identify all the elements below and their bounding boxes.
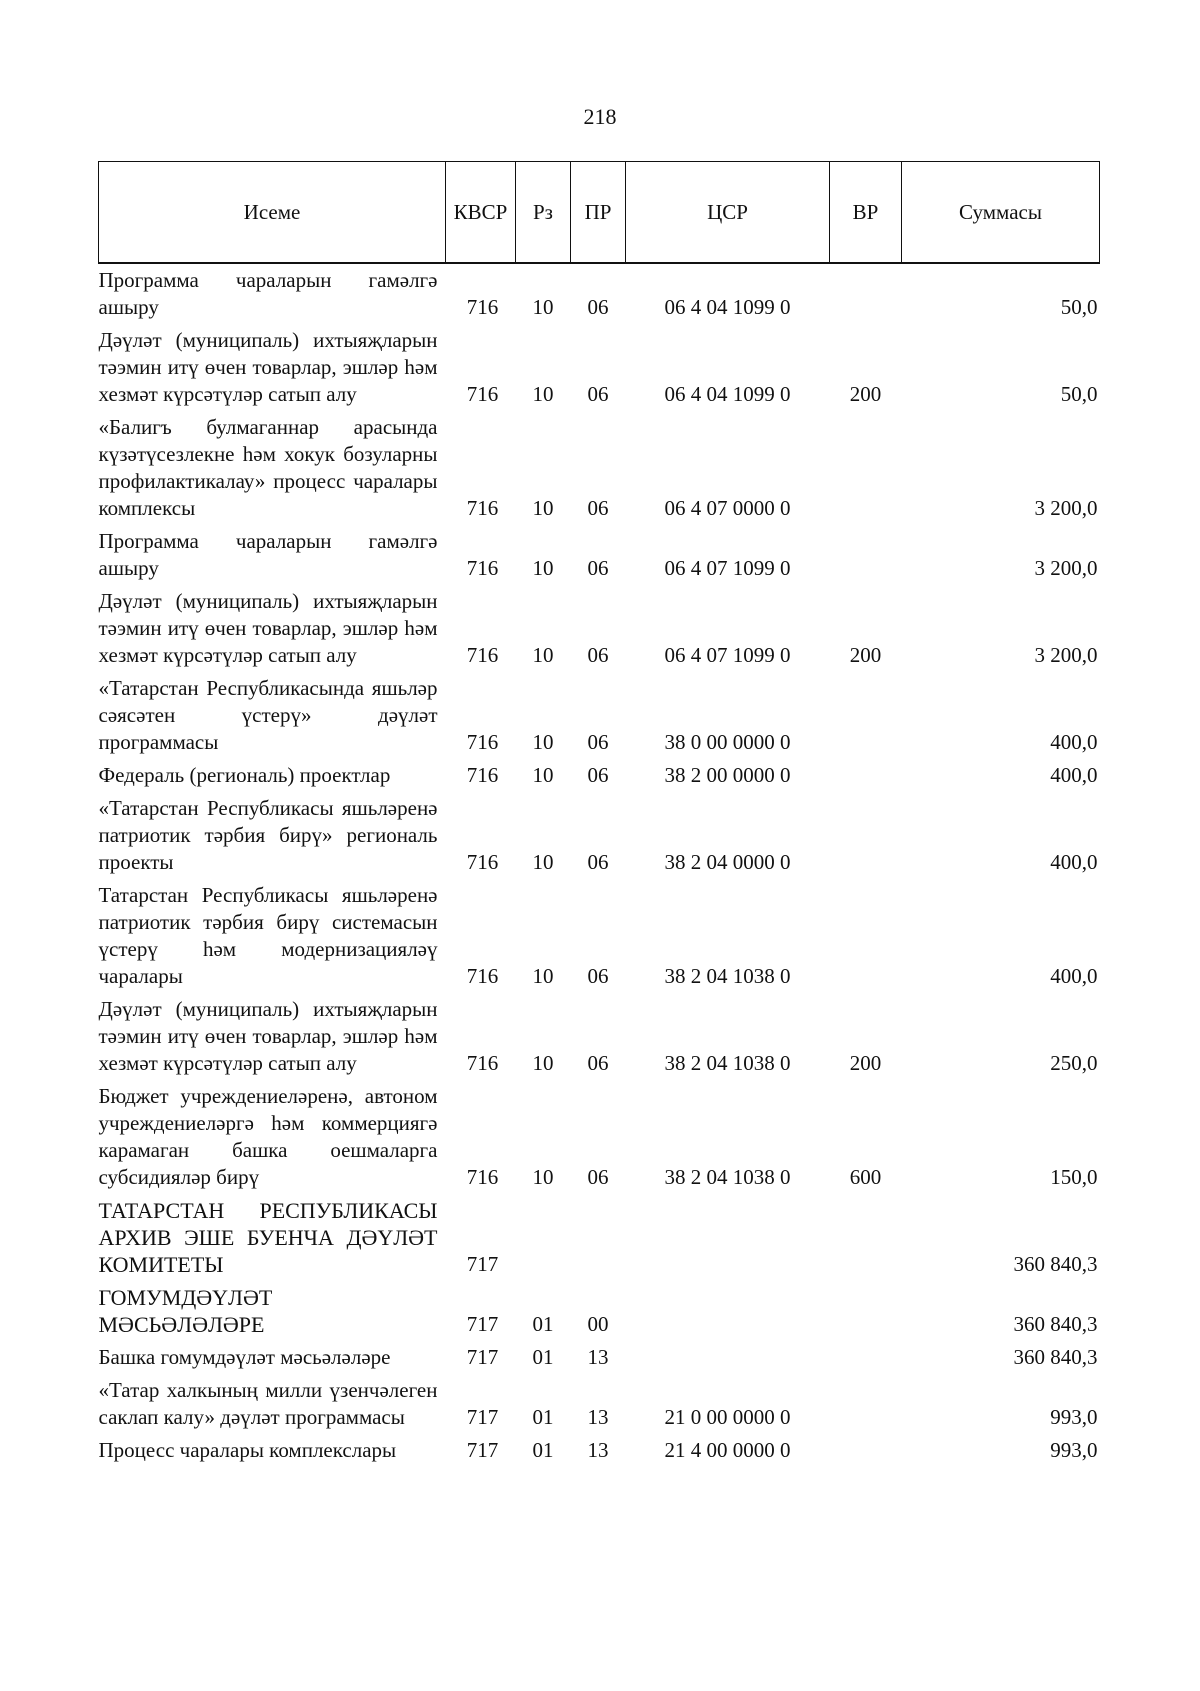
cell-name: Дәүләт (муниципаль) ихтыяҗларын тәэмин итү өчен товарлар, эшләр һәм хезмәт күрсәтүләр сатып алу: [98, 328, 438, 406]
cell-vr: [830, 263, 902, 324]
cell-name: «Татар халкының милли үзенчәлеген саклап калу» дәүләт программасы: [98, 1378, 438, 1429]
table-row: [99, 792, 1100, 879]
table-row: [99, 1080, 1100, 1194]
table-row: [99, 1341, 1100, 1374]
cell-csr: 38 0 00 0000 0: [664, 730, 791, 754]
cell-sum: 360 840,3: [1013, 1252, 1098, 1276]
cell-pr: 06: [587, 850, 609, 874]
cell-sum: 993,0: [1050, 1405, 1098, 1429]
cell-rz: 01: [532, 1405, 554, 1429]
cell-vr: [830, 411, 902, 525]
cell-vr: [830, 1434, 902, 1467]
cell-csr: [626, 1194, 830, 1281]
cell-rz: 10: [532, 1051, 554, 1075]
cell-kvsr: 716: [466, 730, 499, 754]
cell-vr: 200: [849, 643, 882, 667]
cell-vr: [830, 879, 902, 993]
header-csr: ЦСР: [626, 162, 830, 264]
cell-csr: 38 2 00 0000 0: [664, 763, 791, 787]
cell-rz: 10: [532, 763, 554, 787]
cell-rz: 10: [532, 643, 554, 667]
cell-vr: [830, 759, 902, 792]
cell-name: Башка гомумдәүләт мәсьәләләре: [98, 1345, 391, 1369]
header-vr: ВР: [830, 162, 902, 264]
cell-pr: 06: [587, 763, 609, 787]
cell-kvsr: 716: [466, 496, 499, 520]
cell-pr: 06: [587, 964, 609, 988]
cell-sum: 50,0: [1060, 295, 1098, 319]
cell-rz: 10: [532, 730, 554, 754]
cell-kvsr: 716: [466, 295, 499, 319]
cell-kvsr: 716: [466, 964, 499, 988]
cell-rz: 10: [532, 496, 554, 520]
cell-rz: 01: [532, 1438, 554, 1462]
cell-sum: 400,0: [1050, 964, 1098, 988]
cell-pr: 06: [587, 556, 609, 580]
cell-rz: 10: [532, 850, 554, 874]
table-row: [99, 324, 1100, 411]
cell-name: ГОМУМДӘҮЛӘТ МӘСЬӘЛӘЛӘРЕ: [98, 1285, 273, 1337]
cell-csr: 21 4 00 0000 0: [664, 1438, 791, 1462]
cell-sum: 993,0: [1050, 1438, 1098, 1462]
cell-name: Процесс чаралары комплекслары: [98, 1438, 397, 1462]
cell-kvsr: 717: [466, 1252, 499, 1276]
cell-vr: [830, 1341, 902, 1374]
cell-rz: 10: [532, 1165, 554, 1189]
cell-kvsr: 716: [466, 1165, 499, 1189]
cell-name: Дәүләт (муниципаль) ихтыяҗларын тәэмин итү өчен товарлар, эшләр һәм хезмәт күрсәтүләр сатып алу: [98, 997, 438, 1075]
cell-name: Дәүләт (муниципаль) ихтыяҗларын тәэмин итү өчен товарлар, эшләр һәм хезмәт күрсәтүләр сатып алу: [98, 589, 438, 667]
table-row: [99, 993, 1100, 1080]
cell-csr: 38 2 04 1038 0: [664, 1051, 791, 1075]
cell-sum: 50,0: [1060, 382, 1098, 406]
cell-name: «Татарстан Республикасында яшьләр сәясәтен үстерү» дәүләт программасы: [98, 676, 438, 754]
cell-csr: 06 4 07 0000 0: [664, 496, 791, 520]
cell-vr: [830, 792, 902, 879]
budget-table: [98, 161, 1100, 1467]
cell-sum: 360 840,3: [1013, 1312, 1098, 1336]
cell-csr: 38 2 04 0000 0: [664, 850, 791, 874]
cell-pr: 00: [587, 1312, 609, 1336]
cell-kvsr: 716: [466, 850, 499, 874]
cell-sum: 400,0: [1050, 850, 1098, 874]
header-name: Исеме: [99, 162, 446, 264]
page-number: 218: [583, 104, 617, 129]
cell-kvsr: 717: [466, 1312, 499, 1336]
cell-pr: 06: [587, 382, 609, 406]
cell-pr: 06: [587, 1051, 609, 1075]
cell-sum: 150,0: [1050, 1165, 1098, 1189]
table-row: [99, 1194, 1100, 1281]
header-pr: ПР: [571, 162, 626, 264]
cell-csr: 06 4 07 1099 0: [664, 643, 791, 667]
cell-rz: [516, 1194, 571, 1281]
cell-csr: [626, 1341, 830, 1374]
cell-csr: 38 2 04 1038 0: [664, 1165, 791, 1189]
table-row: [99, 672, 1100, 759]
table-row: [99, 411, 1100, 525]
table-row: [99, 585, 1100, 672]
table-body: [99, 263, 1100, 1467]
cell-name: Татарстан Республикасы яшьләренә патриотик тәрбия бирү системасын үстерү һәм модернизацияләү чаралары: [98, 883, 438, 988]
cell-pr: [571, 1194, 626, 1281]
cell-pr: 13: [587, 1405, 609, 1429]
cell-vr: [830, 525, 902, 585]
cell-rz: 01: [532, 1312, 554, 1336]
cell-rz: 10: [532, 556, 554, 580]
cell-csr: [626, 1281, 830, 1341]
header-kvsr: КВСР: [446, 162, 516, 264]
cell-name: Федераль (региональ) проектлар: [98, 763, 391, 787]
cell-kvsr: 717: [466, 1345, 499, 1369]
cell-pr: 13: [587, 1345, 609, 1369]
cell-pr: 06: [587, 730, 609, 754]
cell-rz: 01: [532, 1345, 554, 1369]
cell-kvsr: 716: [466, 1051, 499, 1075]
table-row: [99, 263, 1100, 324]
table-row: [99, 879, 1100, 993]
cell-kvsr: 717: [466, 1438, 499, 1462]
cell-sum: 400,0: [1050, 730, 1098, 754]
cell-kvsr: 716: [466, 556, 499, 580]
table-header: [99, 162, 1100, 264]
table-row: [99, 1281, 1100, 1341]
header-sum: Суммасы: [902, 162, 1100, 264]
cell-vr: 200: [849, 1051, 882, 1075]
table-row: [99, 759, 1100, 792]
cell-csr: 06 4 04 1099 0: [664, 295, 791, 319]
cell-rz: 10: [532, 382, 554, 406]
table-row: [99, 1374, 1100, 1434]
header-rz: Рз: [516, 162, 571, 264]
cell-pr: 06: [587, 1165, 609, 1189]
table-row: [99, 1434, 1100, 1467]
cell-name: ТАТАРСТАН РЕСПУБЛИКАСЫ АРХИВ ЭШЕ БУЕНЧА ДӘҮЛӘТ КОМИТЕТЫ: [98, 1198, 438, 1277]
cell-vr: [830, 672, 902, 759]
cell-pr: 06: [587, 643, 609, 667]
cell-pr: 06: [587, 295, 609, 319]
cell-vr: [830, 1281, 902, 1341]
cell-name: Бюджет учреждениеләренә, автоном учреждениеләргә һәм коммерциягә карамаган башка оешмаларга субсидияләр бирү: [98, 1084, 438, 1189]
cell-vr: 600: [849, 1165, 882, 1189]
cell-rz: 10: [532, 964, 554, 988]
cell-sum: 360 840,3: [1013, 1345, 1098, 1369]
cell-vr: 200: [849, 382, 882, 406]
cell-csr: 06 4 07 1099 0: [664, 556, 791, 580]
cell-vr: [830, 1194, 902, 1281]
cell-name: «Татарстан Республикасы яшьләренә патриотик тәрбия бирү» региональ проекты: [98, 796, 438, 874]
cell-sum: 3 200,0: [1034, 643, 1098, 667]
cell-name: Программа чараларын гамәлгә ашыру: [98, 529, 438, 580]
cell-vr: [830, 1374, 902, 1434]
cell-pr: 06: [587, 496, 609, 520]
cell-kvsr: 717: [466, 1405, 499, 1429]
cell-sum: 3 200,0: [1034, 556, 1098, 580]
table-row: [99, 525, 1100, 585]
cell-name: «Балигъ булмаганнар арасында күзәтүсезлекне һәм хокук бозуларны профилактикалау» процесс чаралары комплексы: [98, 415, 438, 520]
cell-kvsr: 716: [466, 643, 499, 667]
cell-kvsr: 716: [466, 382, 499, 406]
cell-csr: 21 0 00 0000 0: [664, 1405, 791, 1429]
cell-csr: 38 2 04 1038 0: [664, 964, 791, 988]
cell-kvsr: 716: [466, 763, 499, 787]
cell-sum: 400,0: [1050, 763, 1098, 787]
cell-rz: 10: [532, 295, 554, 319]
cell-csr: 06 4 04 1099 0: [664, 382, 791, 406]
cell-pr: 13: [587, 1438, 609, 1462]
cell-sum: 3 200,0: [1034, 496, 1098, 520]
cell-sum: 250,0: [1050, 1051, 1098, 1075]
cell-name: Программа чараларын гамәлгә ашыру: [98, 268, 438, 319]
